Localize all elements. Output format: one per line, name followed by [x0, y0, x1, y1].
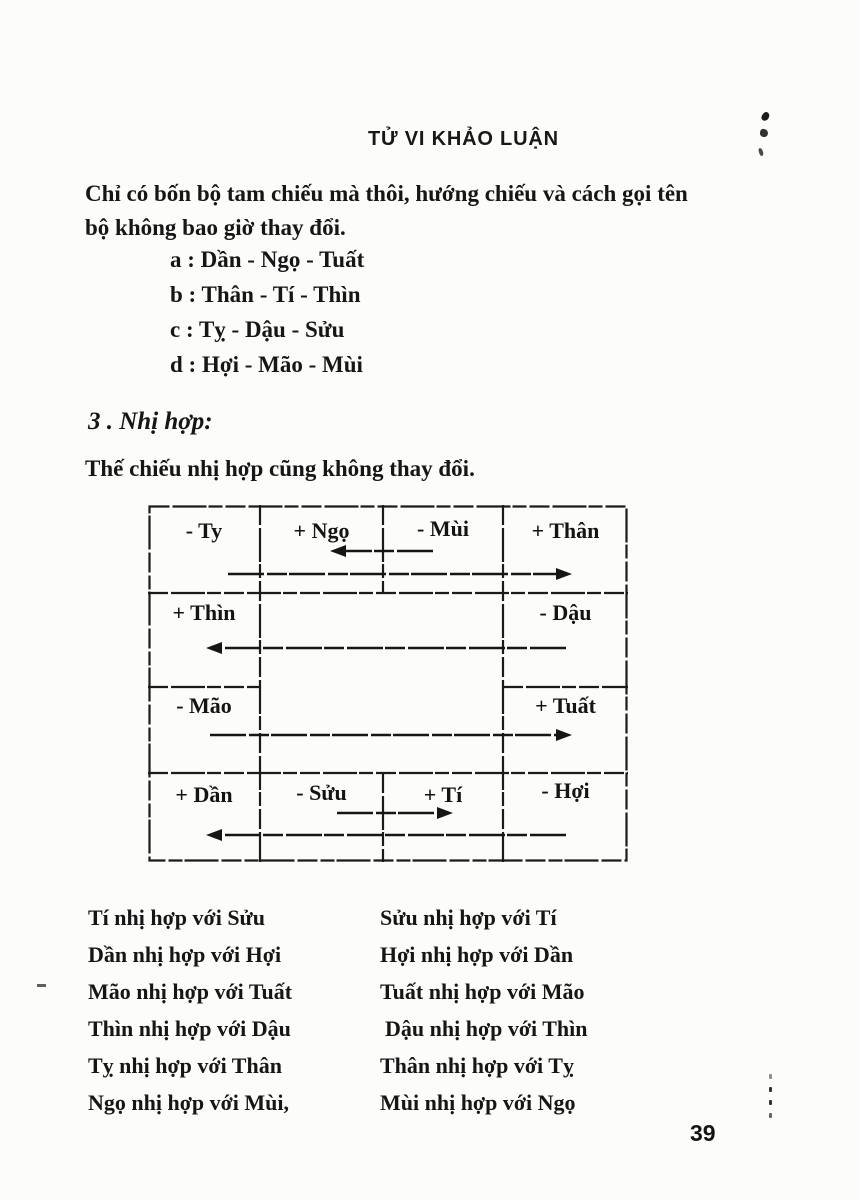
- cell-suu: - Sửu: [296, 780, 347, 805]
- cell-ngo: + Ngọ: [293, 518, 350, 543]
- nhi-hop-diagram: [148, 505, 628, 862]
- pair-left-3: Mão nhị hợp với Tuất: [88, 979, 293, 1004]
- diagram-grid-and-arrows: [148, 505, 628, 862]
- pair-right-4: Dậu nhị hợp với Thìn: [385, 1016, 588, 1041]
- tam-chieu-item-a: a : Dần - Ngọ - Tuất: [170, 247, 365, 272]
- arrowhead-ty-to-than: [556, 568, 572, 580]
- intro-paragraph-line: Chỉ có bốn bộ tam chiếu mà thôi, hướng chiếu và cách gọi tên: [85, 181, 688, 206]
- pair-left-4: Thìn nhị hợp với Dậu: [88, 1016, 291, 1041]
- arrowhead-mui-to-ngo: [330, 545, 346, 557]
- section-body-line: Thế chiếu nhị hợp cũng không thay đổi.: [85, 456, 475, 481]
- tam-chieu-item-c: c : Tỵ - Dậu - Sửu: [170, 317, 345, 342]
- page-number: 39: [690, 1120, 716, 1146]
- pair-right-6: Mùi nhị hợp với Ngọ: [380, 1090, 576, 1115]
- tam-chieu-item-b: b : Thân - Tí - Thìn: [170, 282, 361, 307]
- cell-ty: - Ty: [185, 518, 223, 543]
- cell-mui: - Mùi: [417, 516, 469, 541]
- cell-thin: + Thìn: [172, 600, 236, 625]
- pair-right-2: Hợi nhị hợp với Dần: [380, 942, 574, 967]
- dotted-scan-artifact: [768, 1074, 774, 1118]
- tam-chieu-item-d: d : Hợi - Mão - Mùi: [170, 352, 363, 377]
- cell-dan: + Dần: [175, 782, 233, 807]
- pair-left-5: Tỵ nhị hợp với Thân: [88, 1053, 282, 1078]
- pair-left-6: Ngọ nhị hợp với Mùi,: [88, 1090, 290, 1115]
- margin-dash-artifact: [37, 984, 46, 987]
- pair-right-5: Thân nhị hợp với Tỵ: [380, 1053, 574, 1078]
- intro-paragraph-line: bộ không bao giờ thay đổi.: [85, 215, 346, 240]
- arrowhead-suu-to-ti: [437, 807, 453, 819]
- arrowhead-hoi-to-dan: [206, 829, 222, 841]
- cell-hoi: - Hợi: [541, 778, 590, 803]
- arrowhead-dau-to-thin: [206, 642, 222, 654]
- pair-left-2: Dần nhị hợp với Hợi: [88, 942, 282, 967]
- cell-than: + Thân: [531, 518, 600, 543]
- cell-dau: - Dậu: [539, 600, 592, 625]
- page-title: TỬ VI KHẢO LUẬN: [368, 128, 559, 150]
- cell-tuat: + Tuất: [535, 693, 596, 718]
- cell-ti: + Tí: [423, 782, 463, 807]
- ink-smudge-artifact: [758, 112, 772, 160]
- pair-right-1: Sửu nhị hợp với Tí: [380, 905, 557, 930]
- cell-mao: - Mão: [176, 693, 232, 718]
- section-heading: 3 . Nhị hợp:: [88, 408, 213, 435]
- pair-right-3: Tuất nhị hợp với Mão: [380, 979, 585, 1004]
- arrowhead-mao-to-tuat: [556, 729, 572, 741]
- pair-left-1: Tí nhị hợp với Sửu: [88, 905, 265, 930]
